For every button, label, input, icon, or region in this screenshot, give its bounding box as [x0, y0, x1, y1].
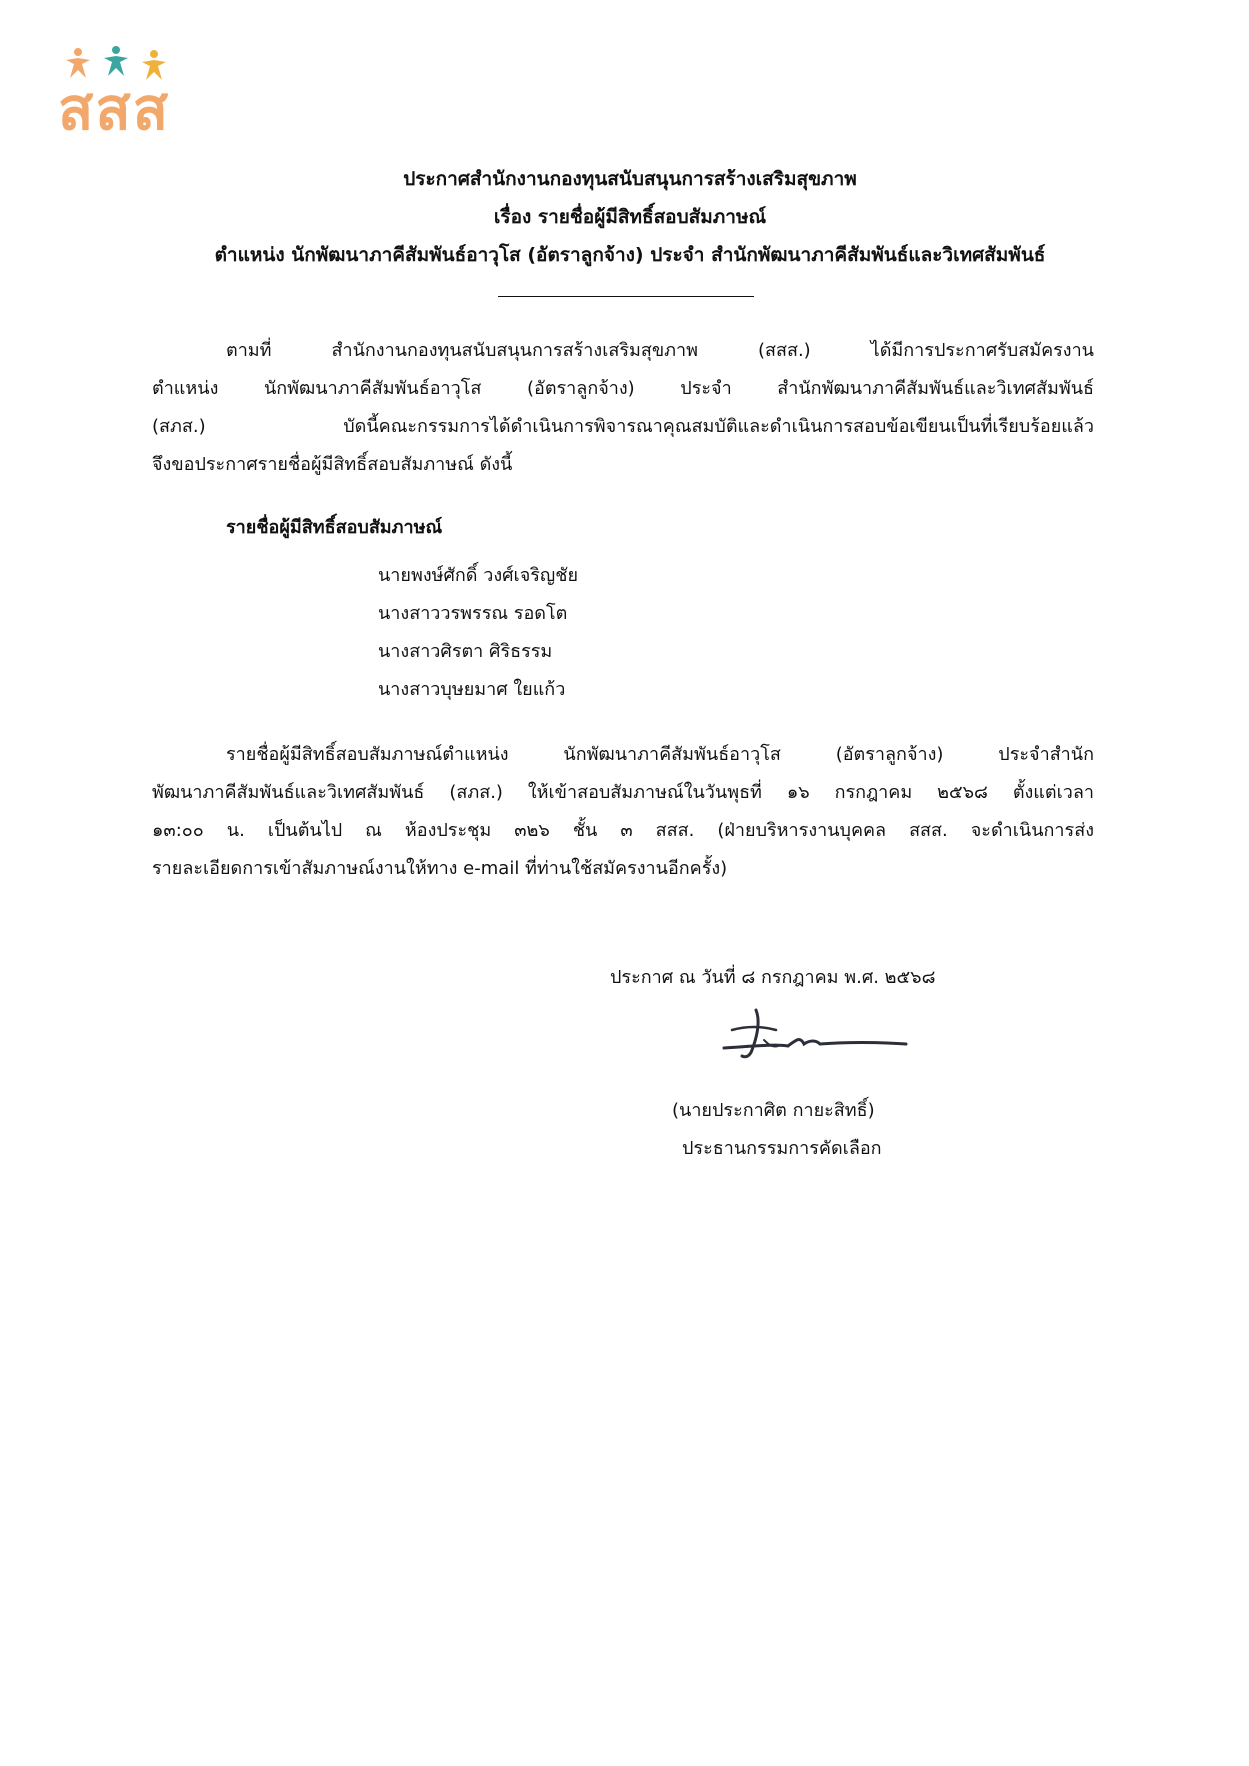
paragraph-line: ตำแหน่ง นักพัฒนาภาคีสัมพันธ์อาวุโส (อัตราลูกจ้าง) ประจำ สำนักพัฒนาภาคีสัมพันธ์และวิเทศสัมพันธ์ [152, 378, 1094, 399]
document-title [150, 160, 1110, 274]
candidate-name: นางสาวบุษยมาศ ใยแก้ว [378, 679, 566, 700]
paragraph-line: รายละเอียดการเข้าสัมภาษณ์งานให้ทาง e-mail ที่ท่านใช้สมัครงานอีกครั้ง) [152, 858, 728, 879]
logo-text: สสส [58, 75, 171, 143]
title-divider [498, 296, 754, 297]
paragraph-line: ๑๓:๐๐ น. เป็นต้นไป ณ ห้องประชุม ๓๒๖ ชั้น ๓ สสส. (ฝ่ายบริหารงานบุคคล สสส. จะดำเนินการส่ง [152, 820, 1094, 841]
candidate-name: นางสาววรพรรณ รอดโต [378, 603, 568, 624]
announcement-date: ประกาศ ณ วันที่ ๘ กรกฎาคม พ.ศ. ๒๕๖๘ [610, 967, 936, 988]
paragraph-line: พัฒนาภาคีสัมพันธ์และวิเทศสัมพันธ์ (สภส.) ให้เข้าสอบสัมภาษณ์ในวันพุธที่ ๑๖ กรกฎาคม ๒๕๖๘ ตั้งแต่เวลา [152, 782, 1094, 803]
sss-logo [58, 46, 228, 156]
paragraph-line: จึงขอประกาศรายชื่อผู้มีสิทธิ์สอบสัมภาษณ์ ดังนี้ [152, 454, 513, 475]
candidate-name: นายพงษ์ศักดิ์ วงศ์เจริญชัย [378, 565, 579, 586]
signer-name: (นายประกาศิต กายะสิทธิ์) [672, 1100, 875, 1121]
title-line-2: เรื่อง รายชื่อผู้มีสิทธิ์สอบสัมภาษณ์ [493, 206, 767, 228]
candidate-list [378, 557, 578, 709]
interview-details-paragraph [152, 736, 1094, 888]
candidate-list-heading: รายชื่อผู้มีสิทธิ์สอบสัมภาษณ์ [226, 517, 443, 538]
title-line-3: ตำแหน่ง นักพัฒนาภาคีสัมพันธ์อาวุโส (อัตราลูกจ้าง) ประจำ สำนักพัฒนาภาคีสัมพันธ์และวิเทศสัมพันธ์ [214, 244, 1046, 266]
candidate-name: นางสาวศิรตา ศิริธรรม [378, 641, 553, 662]
paragraph-line: รายชื่อผู้มีสิทธิ์สอบสัมภาษณ์ตำแหน่ง นักพัฒนาภาคีสัมพันธ์อาวุโส (อัตราลูกจ้าง) ประจำสำนัก [226, 744, 1094, 765]
intro-paragraph [152, 332, 1094, 484]
paragraph-line: ตามที่ สำนักงานกองทุนสนับสนุนการสร้างเสริมสุขภาพ (สสส.) ได้มีการประกาศรับสมัครงาน [226, 340, 1094, 361]
signer-title: ประธานกรรมการคัดเลือก [682, 1138, 882, 1159]
paragraph-line: (สภส.) บัดนี้คณะกรรมการได้ดำเนินการพิจารณาคุณสมบัติและดำเนินการสอบข้อเขียนเป็นที่เรียบร้อยแล้ว [152, 416, 1094, 437]
handwritten-signature-icon [716, 1000, 912, 1072]
title-line-1: ประกาศสำนักงานกองทุนสนับสนุนการสร้างเสริมสุขภาพ [403, 168, 857, 190]
